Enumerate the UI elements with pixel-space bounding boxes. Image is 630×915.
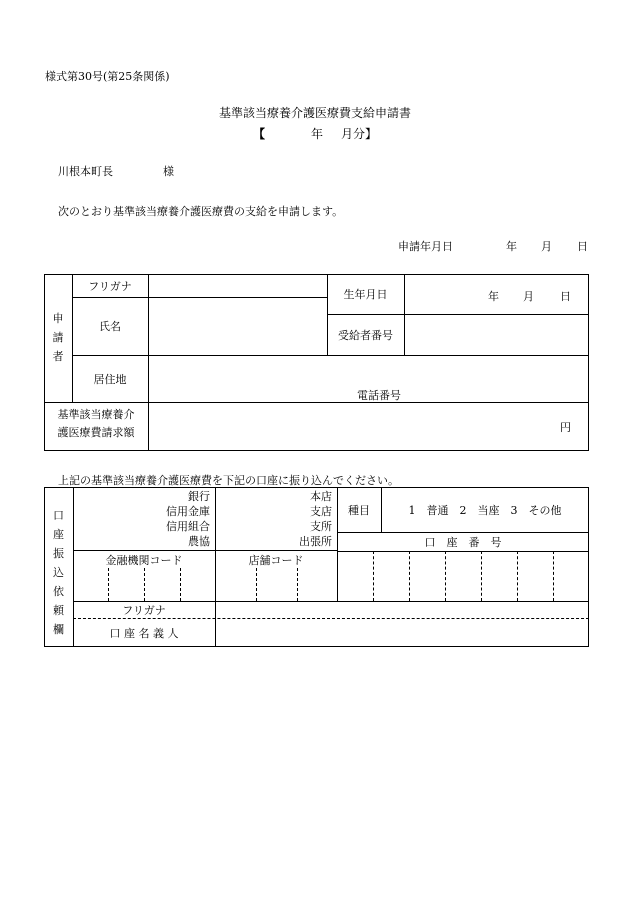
furigana-field[interactable]: [149, 275, 326, 296]
form-title: 基準該当療養介護医療費支給申請書: [218, 106, 411, 120]
institution-type-kumiai: 信用組合: [166, 520, 210, 533]
phone-label: 電話番号: [357, 389, 401, 402]
branch-type-head: 本店: [310, 490, 332, 503]
birth-year: 年: [488, 290, 499, 303]
intro-text: 次のとおり基準該当療養介護医療費の支給を申請します。: [58, 205, 344, 218]
claim-unit: 円: [560, 421, 571, 434]
period-month-label: 月分】: [341, 127, 378, 141]
birthdate-label: 生年月日: [343, 288, 388, 301]
name-label: 氏名: [99, 320, 121, 333]
period-bracket-open: 【: [253, 127, 266, 141]
applicant-section-label: 申 請 者: [52, 312, 64, 363]
branch-type-agency: 出張所: [299, 535, 332, 548]
branch-types: [240, 489, 332, 549]
institution-type-nokyo: 農協: [188, 535, 210, 548]
bank-section-label: 口 座 振 込 依 頼 欄: [53, 509, 64, 636]
form-number: 様式第30号(第25条関係): [45, 70, 170, 83]
institution-type-shinkin: 信用金庫: [166, 505, 210, 518]
recipient-number-field[interactable]: [405, 315, 588, 354]
branch-code-label: 店舗コード: [248, 553, 304, 567]
account-holder-label: 口 座 名 義 人: [109, 626, 179, 640]
name-field[interactable]: [149, 298, 326, 354]
institution-types: [120, 489, 210, 549]
birth-month: 月: [523, 290, 534, 303]
branch-type-branch: 支店: [310, 505, 332, 518]
application-date-year: 年: [506, 240, 517, 253]
birth-day: 日: [560, 290, 571, 303]
furigana-label: フリガナ: [88, 279, 132, 293]
address-label: 居住地: [93, 372, 127, 386]
claim-label: [44, 406, 148, 442]
claim-label-line1: 基準該当療養介: [57, 408, 135, 421]
application-date-day: 日: [577, 240, 588, 253]
addressee-honorific: 様: [163, 165, 174, 178]
account-number-label: 口 座 番 号: [424, 535, 502, 549]
institution-code-label: 金融機関コード: [105, 553, 183, 567]
claim-label-line2: 護医療費請求額: [57, 426, 135, 439]
transfer-text: 上記の基準該当療養介護医療費を下記の口座に振り込んでください。: [58, 474, 399, 487]
account-type-label: 種目: [348, 503, 370, 517]
institution-type-bank: 銀行: [188, 490, 210, 503]
recipient-number-label: 受給者番号: [338, 328, 393, 342]
bank-furigana-label: フリガナ: [122, 603, 166, 617]
application-date-label: 申請年月日: [398, 240, 453, 253]
account-type-options[interactable]: 1 普通 2 当座 3 その他: [408, 503, 562, 517]
period-year-label: 年: [311, 127, 324, 141]
application-date-month: 月: [541, 240, 552, 253]
addressee-name: 川根本町長: [58, 165, 113, 178]
branch-type-office: 支所: [310, 520, 332, 533]
